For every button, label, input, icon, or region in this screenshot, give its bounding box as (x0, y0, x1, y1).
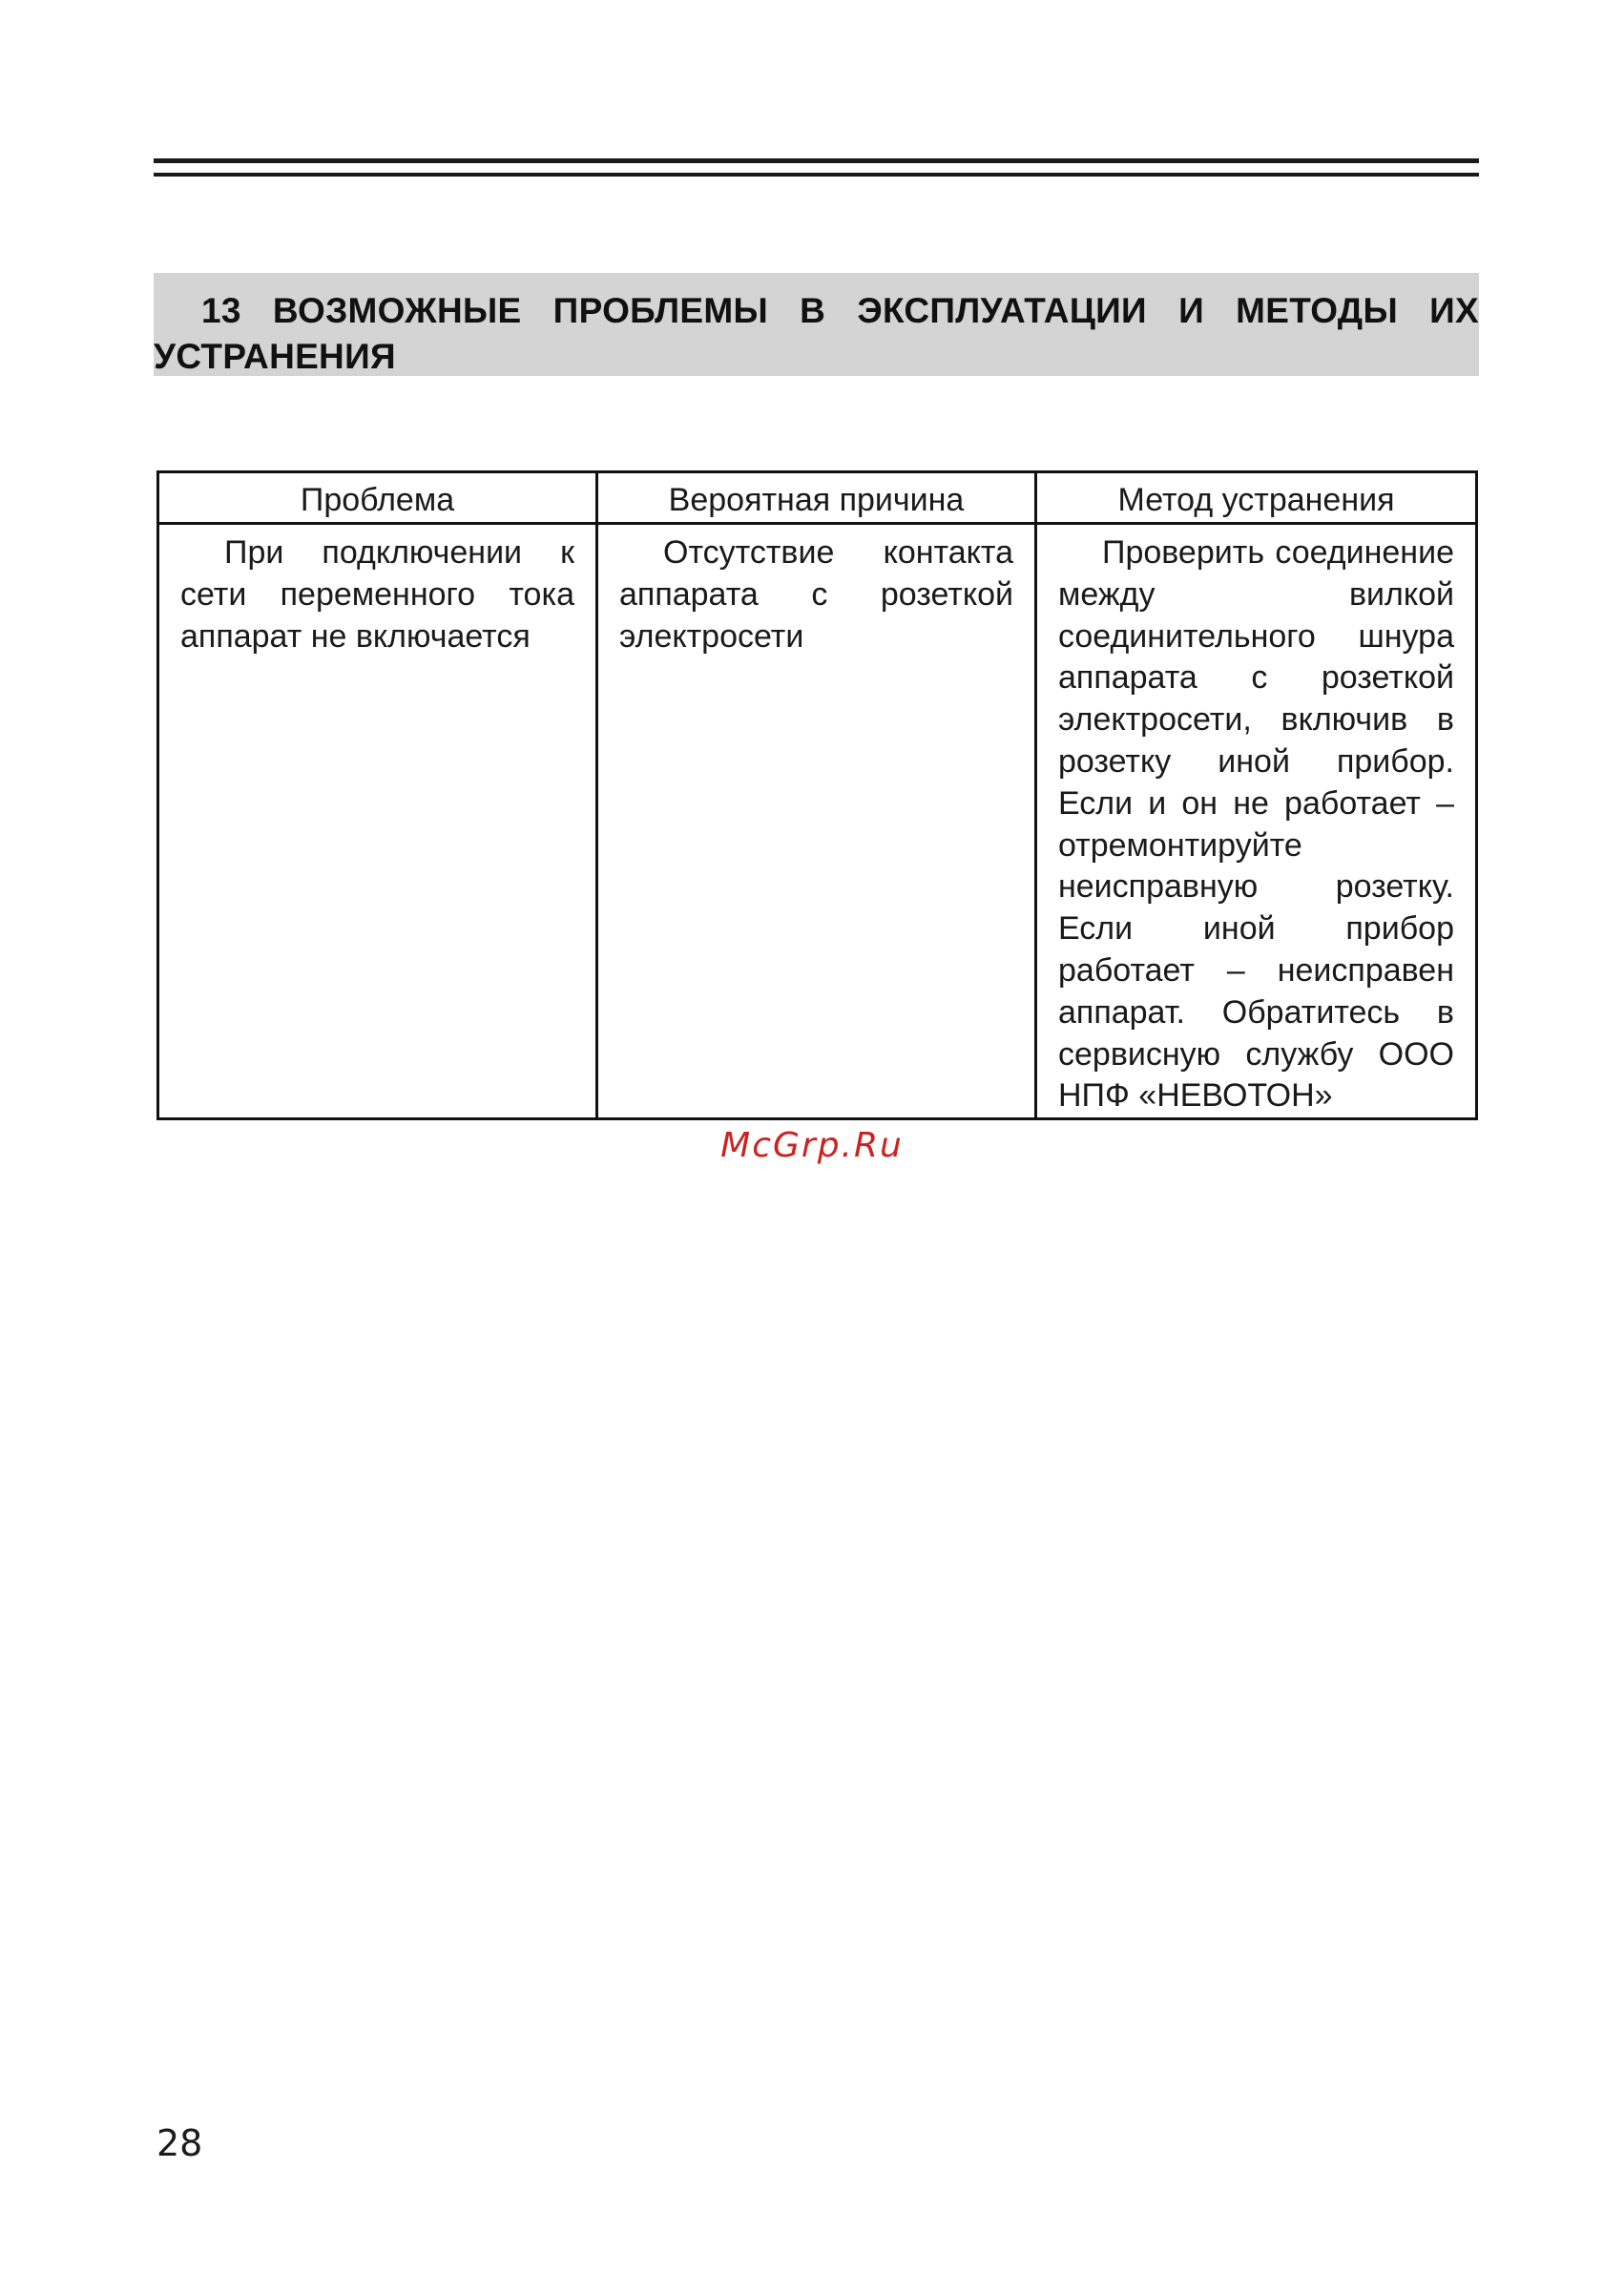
watermark-link[interactable]: McGrp.Ru (720, 1126, 904, 1165)
column-header-problem: Проблема (158, 472, 597, 524)
page-number: 28 (156, 2122, 203, 2164)
troubleshooting-table (156, 470, 1478, 1120)
top-rule-thick (154, 158, 1479, 163)
top-rule-thin (154, 173, 1479, 177)
column-header-solution: Метод устранения (1036, 472, 1477, 524)
section-heading-band (154, 273, 1479, 376)
column-header-cause: Вероятная причина (597, 472, 1036, 524)
cell-cause: Отсутствие контакта аппарата с розеткой электросети (597, 524, 1036, 1119)
section-title: 13 ВОЗМОЖНЫЕ ПРОБЛЕМЫ В ЭКСПЛУАТАЦИИ И МЕТОДЫ ИХ УСТРАНЕНИЯ (154, 291, 1479, 376)
table-header-row (158, 472, 1477, 524)
cell-solution: Проверить соединение между вилкой соединительного шнура аппарата с розеткой электросети, включив в розетку иной прибор. Если и он не работает – отремонтируйте неисправную розетку. Если иной прибор работает – неисправен аппарат. Обратитесь в сервисную службу ООО НПФ «НЕВОТОН» (1036, 524, 1477, 1119)
cell-problem: При подключении к сети переменного тока аппарат не включается (158, 524, 597, 1119)
table-row (158, 524, 1477, 1119)
